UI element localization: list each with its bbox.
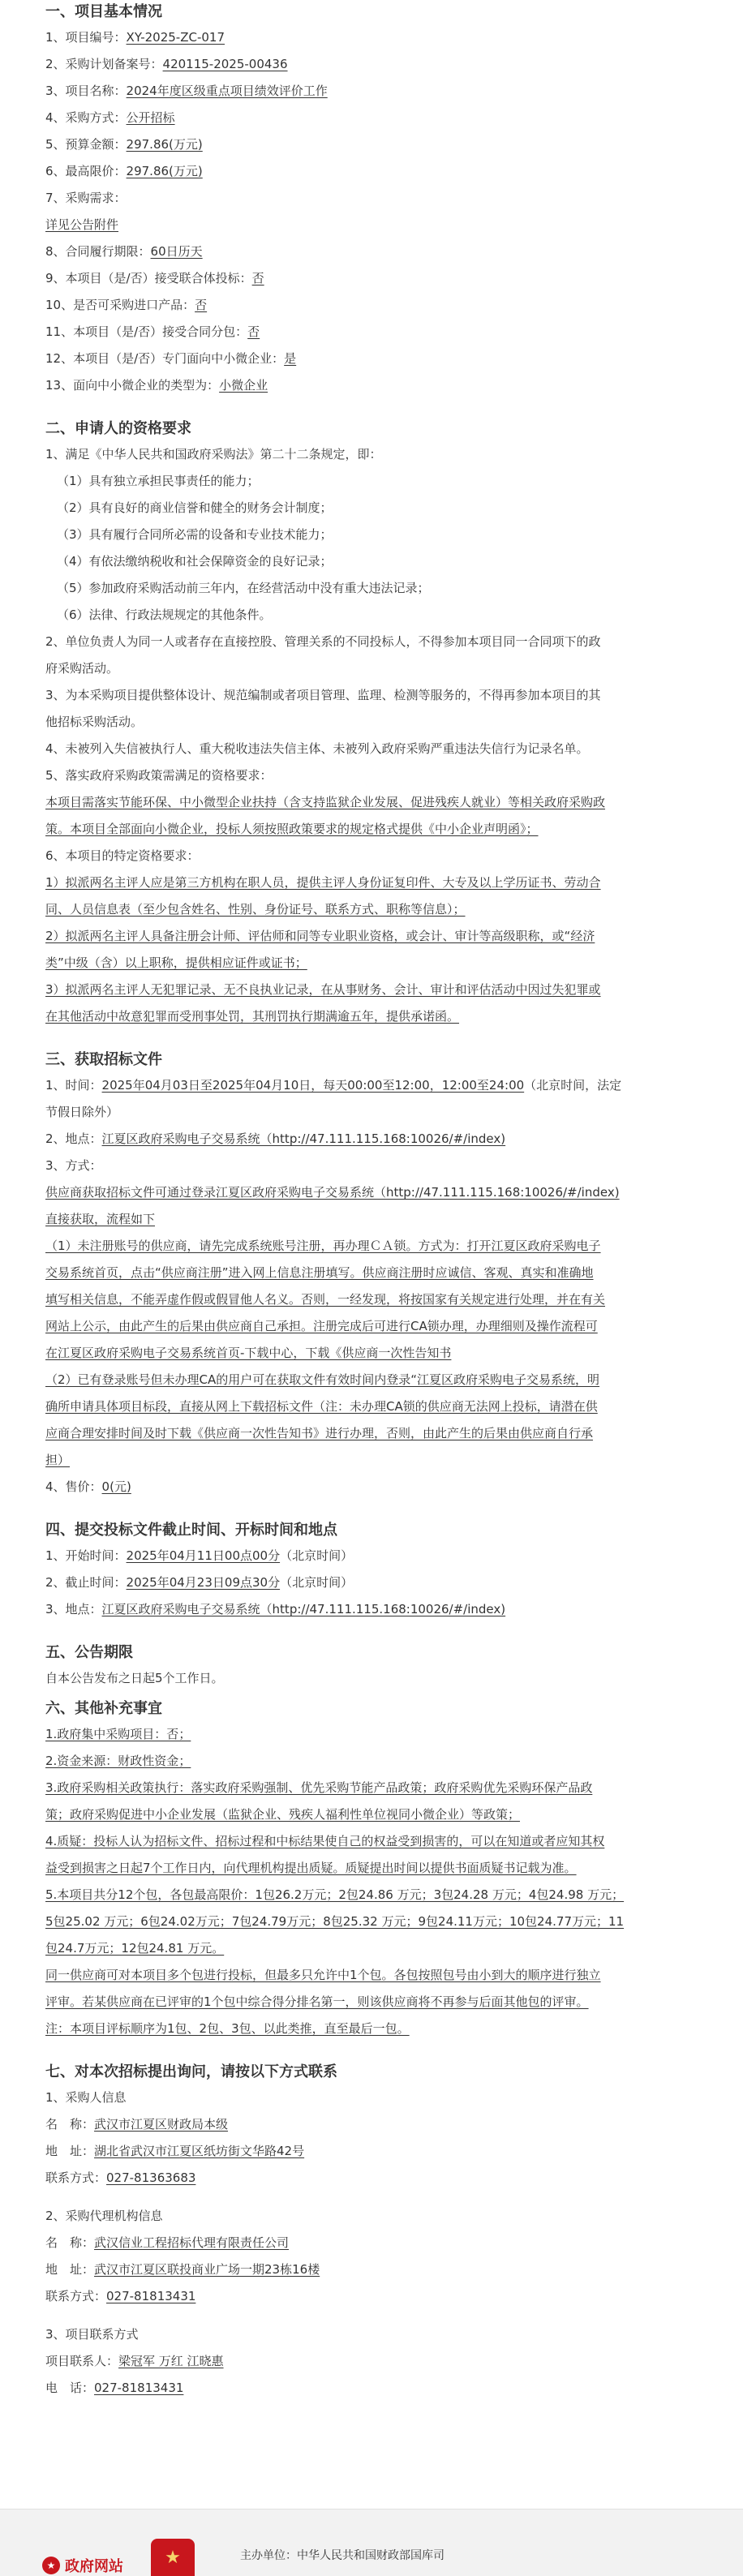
basic-info-list xyxy=(45,24,711,399)
qual-line xyxy=(45,896,711,923)
qual-special-text: 在其他活动中故意犯罪而受刑事处罚，其刑罚执行期满逾五年，提供承诺函。 xyxy=(45,1009,460,1024)
obtain-procedure-line xyxy=(45,1367,711,1393)
deadline-end-suffix: （北京时间） xyxy=(280,1575,354,1590)
qual-line xyxy=(45,1003,711,1030)
section-obtain-title: 三、获取招标文件 xyxy=(45,1051,162,1068)
basic-info-row xyxy=(45,212,711,238)
basic-info-row xyxy=(45,319,711,346)
obtain-procedure-line xyxy=(45,1260,711,1286)
buyer-addr-line xyxy=(45,2138,711,2165)
obtain-procedure-text: 网站上公示，由此产生的后果由供应商自己承担。注册完成后可进行CA锁办理，办理细则及操作流程可 xyxy=(45,1319,598,1333)
buyer-name: 武汉市江夏区财政局本级 xyxy=(94,2117,229,2132)
obtain-procedure-line xyxy=(45,1313,711,1340)
basic-info-row xyxy=(45,346,711,372)
basic-info-value: 否 xyxy=(247,324,260,339)
obtain-procedure-text: 应商合理安排时间及时下载《供应商一次性告知书》进行办理，否则，由此产生的后果由供应商自行承 xyxy=(45,1426,594,1440)
section-others-title: 六、其他补充事宜 xyxy=(45,1700,162,1717)
obtain-procedure-line xyxy=(45,1233,711,1260)
others-line xyxy=(45,1855,711,1882)
basic-info-label: 4、采购方式： xyxy=(45,110,127,125)
obtain-procedure-text: 填写相关信息，不能弄虚作假或假冒他人名义。否则，一经发现，将按国家有关规定进行处理，并在有关 xyxy=(45,1292,606,1307)
obtain-procedure-1 xyxy=(45,1233,711,1367)
basic-info-value: 详见公告附件 xyxy=(45,217,119,232)
basic-info-label: 8、合同履行期限： xyxy=(45,244,151,259)
obtain-procedure-text: 担） xyxy=(45,1453,71,1467)
obtain-procedure-line xyxy=(45,1340,711,1367)
basic-info-label: 5、预算金额： xyxy=(45,137,127,152)
basic-info-value: 420115-2025-00436 xyxy=(162,57,288,71)
obtain-time-line2: 节假日除外） xyxy=(45,1105,119,1119)
obtain-price-value: 0(元) xyxy=(101,1479,131,1494)
party-emblem-icon[interactable]: ★ xyxy=(151,2539,195,2576)
buyer-tel: 027-81363683 xyxy=(106,2170,196,2185)
obtain-place-value: 江夏区政府采购电子交易系统（http://47.111.115.168:10026/#/index) xyxy=(101,1131,506,1146)
basic-info-label: 1、项目编号： xyxy=(45,30,127,45)
qual-line: 府采购活动。 xyxy=(45,661,119,676)
basic-info-label: 9、本项目（是/否）接受联合体投标： xyxy=(45,271,252,286)
qual-sub-item: （1）具有独立承担民事责任的能力； xyxy=(57,474,260,488)
obtain-place-label: 2、地点： xyxy=(45,1131,102,1146)
section-deadline-title: 四、提交投标文件截止时间、开标时间和地点 xyxy=(45,1522,337,1539)
others-text: 策；政府采购促进中小企业发展（监狱企业、残疾人福利性单位视同小微企业）等政策； xyxy=(45,1807,521,1822)
qual-sub-item: （6）法律、行政法规规定的其他条件。 xyxy=(57,608,272,622)
obtain-place-line xyxy=(45,1126,711,1153)
qual-line: 6、本项目的特定资格要求： xyxy=(45,848,200,863)
basic-info-row xyxy=(45,265,711,292)
others-line xyxy=(45,1748,711,1775)
qual-special-text: 2）拟派两名主评人具备注册会计师、评估师和同等专业职业资格，或会计、审计等高级职称，或“经济 xyxy=(45,929,595,943)
qual-policy-text: 策。本项目全部面向小微企业，投标人须按照政策要求的规定格式提供《中小企业声明函》； xyxy=(45,822,539,836)
qual-line xyxy=(45,923,711,950)
others-text: 益受到损害之日起7个工作日内，向代理机构提出质疑。质疑提出时间以提供书面质疑书记载为准。 xyxy=(45,1861,577,1875)
obtain-time-label: 1、时间： xyxy=(45,1078,102,1093)
others-text: 3.政府采购相关政策执行：落实政府采购强制、优先采购节能产品政策；政府采购优先采购环保产品政 xyxy=(45,1780,593,1795)
basic-info-row xyxy=(45,292,711,319)
basic-info-row xyxy=(45,238,711,265)
basic-info-value: 297.86(万元) xyxy=(126,164,203,178)
basic-info-label: 2、采购计划备案号： xyxy=(45,57,163,71)
obtain-procedure-text: （2）已有登录账号但未办理CA的用户可在获取文件有效时间内登录“江夏区政府采购电子交易系统，明 xyxy=(45,1372,600,1387)
obtain-price-line xyxy=(45,1474,711,1501)
obtain-procedure-line xyxy=(45,1420,711,1447)
qual-line xyxy=(45,869,711,896)
obtain-procedure-text: （1）未注册账号的供应商，请先完成系统账号注册，再办理ＣＡ锁。方式为：打开江夏区政府采购电子 xyxy=(45,1239,601,1253)
section-contact-title: 七、对本次招标提出询问，请按以下方式联系 xyxy=(45,2063,337,2080)
deadline-end-value: 2025年04月23日09点30分 xyxy=(126,1575,281,1590)
agency-name: 武汉信业工程招标代理有限责任公司 xyxy=(94,2235,290,2250)
qual-sub-item: （2）具有良好的商业信誉和健全的财务会计制度； xyxy=(57,500,333,515)
others-text: 同一供应商可对本项目多个包进行投标，但最多只允许中1个包。各包按照包号由小到大的顺序进行独立 xyxy=(45,1968,601,1982)
others-list xyxy=(45,1721,711,2042)
basic-info-value: 297.86(万元) xyxy=(126,137,203,152)
deadline-start-suffix: （北京时间） xyxy=(280,1548,354,1563)
basic-info-value: 否 xyxy=(195,298,208,312)
agency-name-label: 名 称： xyxy=(45,2235,95,2250)
qual-items-list xyxy=(45,468,711,629)
qual-line xyxy=(45,789,711,816)
agency-tel: 027-81813431 xyxy=(106,2289,196,2303)
obtain-price-label: 4、售价： xyxy=(45,1479,102,1494)
qual-line: 1、满足《中华人民共和国政府采购法》第二十二条规定，即： xyxy=(45,447,382,462)
obtain-procedure-text: 确所申请具体项目标段，直接从网上下载招标文件（注：未办理CA锁的供应商无法网上投标，请潜在供 xyxy=(45,1399,598,1414)
others-line xyxy=(45,1908,711,1935)
obtain-time-suffix: （北京时间，法定 xyxy=(524,1078,622,1093)
agency-addr-line xyxy=(45,2256,711,2283)
obtain-way-text: 直接获取，流程如下 xyxy=(45,1212,156,1226)
others-text: 5包25.02 万元；6包24.02万元；7包24.79万元；8包25.32 万元；9包24.11万元；10包24.77万元；11 xyxy=(45,1914,625,1929)
qual-sub-item: （3）具有履行合同所必需的设备和专业技术能力； xyxy=(57,527,333,542)
deadline-start-value: 2025年04月11日00点00分 xyxy=(126,1548,281,1563)
qual-line: 5、落实政府采购政策需满足的资格要求： xyxy=(45,768,273,783)
others-line xyxy=(45,2016,711,2042)
qual-line xyxy=(45,816,711,843)
basic-info-value: 否 xyxy=(251,271,264,286)
buyer-tel-label: 联系方式： xyxy=(45,2170,107,2185)
basic-info-row xyxy=(45,105,711,131)
basic-info-label: 13、面向中小微企业的类型为： xyxy=(45,378,220,393)
obtain-way-line xyxy=(45,1206,711,1233)
gov-website-logo-text: 政府网站 xyxy=(65,2558,123,2575)
basic-info-label: 7、采购需求： xyxy=(45,191,127,205)
obtain-time-line xyxy=(45,1072,711,1099)
deadline-place-line xyxy=(45,1596,711,1623)
section-period-title: 五、公告期限 xyxy=(45,1644,133,1661)
others-text: 注：本项目评标顺序为1包、2包、3包、以此类推，直至最后一包。 xyxy=(45,2021,410,2036)
others-text: 评审。若某供应商在已评审的1个包中综合得分排名第一，则该供应商将不再参与后面其他包的评审。 xyxy=(45,1994,589,2009)
qual-line: 他招标采购活动。 xyxy=(45,715,144,729)
qual-line xyxy=(45,977,711,1003)
others-text: 4.质疑：投标人认为招标文件、招标过程和中标结果使自己的权益受到损害的，可以在知道或者应知其权 xyxy=(45,1834,605,1848)
agency-title: 2、采购代理机构信息 xyxy=(45,2209,163,2223)
others-text: 5.本项目共分12个包，各包最高限价：1包26.2万元；2包24.86 万元；3包24.28 万元；4包24.98 万元； xyxy=(45,1887,625,1902)
others-text: 1.政府集中采购项目：否； xyxy=(45,1727,191,1741)
basic-info-label: 10、是否可采购进口产品： xyxy=(45,298,195,312)
basic-info-row xyxy=(45,185,711,212)
agency-tel-label: 联系方式： xyxy=(45,2289,107,2303)
buyer-tel-line xyxy=(45,2165,711,2192)
qual-special-text: 类”中级（含）以上职称，提供相应证件或证书； xyxy=(45,955,307,970)
obtain-way-text: 供应商获取招标文件可通过登录江夏区政府采购电子交易系统（http://47.111.115.168:10026/#/index) xyxy=(45,1185,620,1200)
gov-website-icon: ★ xyxy=(42,2557,60,2574)
obtain-time-value: 2025年04月03日至2025年04月10日，每天00:00至12:00，12:00至24:00 xyxy=(101,1078,525,1093)
deadline-end-label: 2、截止时间： xyxy=(45,1575,127,1590)
project-person-label: 项目联系人： xyxy=(45,2354,119,2368)
others-line xyxy=(45,1775,711,1801)
basic-info-label: 3、项目名称： xyxy=(45,84,127,98)
obtain-procedure-2 xyxy=(45,1367,711,1474)
others-line xyxy=(45,1882,711,1908)
qual-line: 2、单位负责人为同一人或者存在直接控股、管理关系的不同投标人，不得参加本项目同一合同项下的政 xyxy=(45,634,601,649)
obtain-procedure-line xyxy=(45,1393,711,1420)
basic-info-value: 是 xyxy=(284,351,297,366)
deadline-end-line xyxy=(45,1569,711,1596)
site-footer xyxy=(0,2509,743,2576)
basic-info-row xyxy=(45,51,711,78)
others-text: 包24.7万元；12包24.81 万元。 xyxy=(45,1941,225,1956)
qual-policy-text: 本项目需落实节能环保、中小微型企业扶持（含支持监狱企业发展、促进残疾人就业）等相关政府采购政 xyxy=(45,795,606,809)
deadline-start-label: 1、开始时间： xyxy=(45,1548,127,1563)
agency-addr: 武汉市江夏区联投商业广场一期23栋16楼 xyxy=(94,2262,320,2277)
project-person-line xyxy=(45,2348,711,2375)
others-line xyxy=(45,1721,711,1748)
qual-line: 3、为本采购项目提供整体设计、规范编制或者项目管理、监理、检测等服务的，不得再参加本项目的其 xyxy=(45,688,601,702)
section-basic-info-title: 一、项目基本情况 xyxy=(45,3,162,20)
obtain-procedure-line xyxy=(45,1286,711,1313)
project-person: 梁冠军 万红 江晓惠 xyxy=(118,2354,224,2368)
basic-info-row xyxy=(45,158,711,185)
obtain-procedure-line xyxy=(45,1447,711,1474)
basic-info-value: XY-2025-ZC-017 xyxy=(126,30,225,45)
obtain-procedure-text: 交易系统首页，点击“供应商注册”进入网上信息注册填写。供应商注册时应诚信、客观、真实和准确地 xyxy=(45,1265,594,1280)
agency-tel-line xyxy=(45,2283,711,2310)
others-line xyxy=(45,1935,711,1962)
basic-info-row xyxy=(45,131,711,158)
buyer-name-label: 名 称： xyxy=(45,2117,95,2132)
buyer-addr-label: 地 址： xyxy=(45,2144,95,2158)
basic-info-row xyxy=(45,24,711,51)
others-line xyxy=(45,1801,711,1828)
others-line xyxy=(45,1989,711,2016)
basic-info-label: 6、最高限价： xyxy=(45,164,127,178)
qual-special-text: 1）拟派两名主评人应是第三方机构在职人员，提供主评人身份证复印件、大专及以上学历证书、劳动合 xyxy=(45,875,601,890)
qual-sub-item: （5）参加政府采购活动前三年内，在经营活动中没有重大违法记录； xyxy=(57,581,430,595)
basic-info-value: 2024年度区级重点项目绩效评价工作 xyxy=(126,84,328,98)
project-tel-line xyxy=(45,2375,711,2402)
qual-line xyxy=(45,950,711,977)
qual-special-text: 3）拟派两名主评人无犯罪记录、无不良执业记录，在从事财务、会计、审计和评估活动中因过失犯罪或 xyxy=(45,982,601,997)
project-contact-title: 3、项目联系方式 xyxy=(45,2327,139,2342)
project-tel-label: 电 话： xyxy=(45,2381,95,2395)
qual-special-text: 同、人员信息表（至少包含姓名、性别、身份证号、联系方式、职称等信息）； xyxy=(45,902,466,917)
basic-info-label: 11、本项目（是/否）接受合同分包： xyxy=(45,324,248,339)
basic-info-row xyxy=(45,78,711,105)
others-line xyxy=(45,1828,711,1855)
period-text: 自本公告发布之日起5个工作日。 xyxy=(45,1671,224,1685)
project-tel: 027-81813431 xyxy=(94,2381,184,2395)
qual-sub-item: （4）有依法缴纳税收和社会保障资金的良好记录； xyxy=(57,554,333,569)
qual-line: 4、未被列入失信被执行人、重大税收违法失信主体、未被列入政府采购严重违法失信行为记录名单。 xyxy=(45,741,589,756)
agency-addr-label: 地 址： xyxy=(45,2262,95,2277)
basic-info-row xyxy=(45,372,711,399)
obtain-way-label: 3、方式： xyxy=(45,1158,102,1173)
obtain-procedure-text: 在江夏区政府采购电子交易系统首页-下载中心，下载《供应商一次性告知书 xyxy=(45,1346,452,1360)
agency-name-line xyxy=(45,2230,711,2256)
others-text: 2.资金来源：财政性资金； xyxy=(45,1754,191,1768)
gov-website-logo[interactable] xyxy=(42,2555,140,2576)
basic-info-value: 公开招标 xyxy=(126,110,175,125)
buyer-name-line xyxy=(45,2111,711,2138)
deadline-place-value: 江夏区政府采购电子交易系统（http://47.111.115.168:10026/#/index) xyxy=(101,1602,506,1616)
basic-info-value: 60日历天 xyxy=(150,244,203,259)
obtain-way-line xyxy=(45,1179,711,1206)
buyer-addr: 湖北省武汉市江夏区纸坊街文华路42号 xyxy=(94,2144,305,2158)
others-line xyxy=(45,1962,711,1989)
basic-info-value: 小微企业 xyxy=(219,378,268,393)
buyer-title: 1、采购人信息 xyxy=(45,2090,127,2105)
basic-info-label: 12、本项目（是/否）专门面向中小微企业： xyxy=(45,351,285,366)
section-qualification-title: 二、申请人的资格要求 xyxy=(45,420,191,437)
footer-host-text: 主办单位：中华人民共和国财政部国库司 xyxy=(240,2549,445,2562)
deadline-place-label: 3、地点： xyxy=(45,1602,102,1616)
deadline-start-line xyxy=(45,1543,711,1569)
